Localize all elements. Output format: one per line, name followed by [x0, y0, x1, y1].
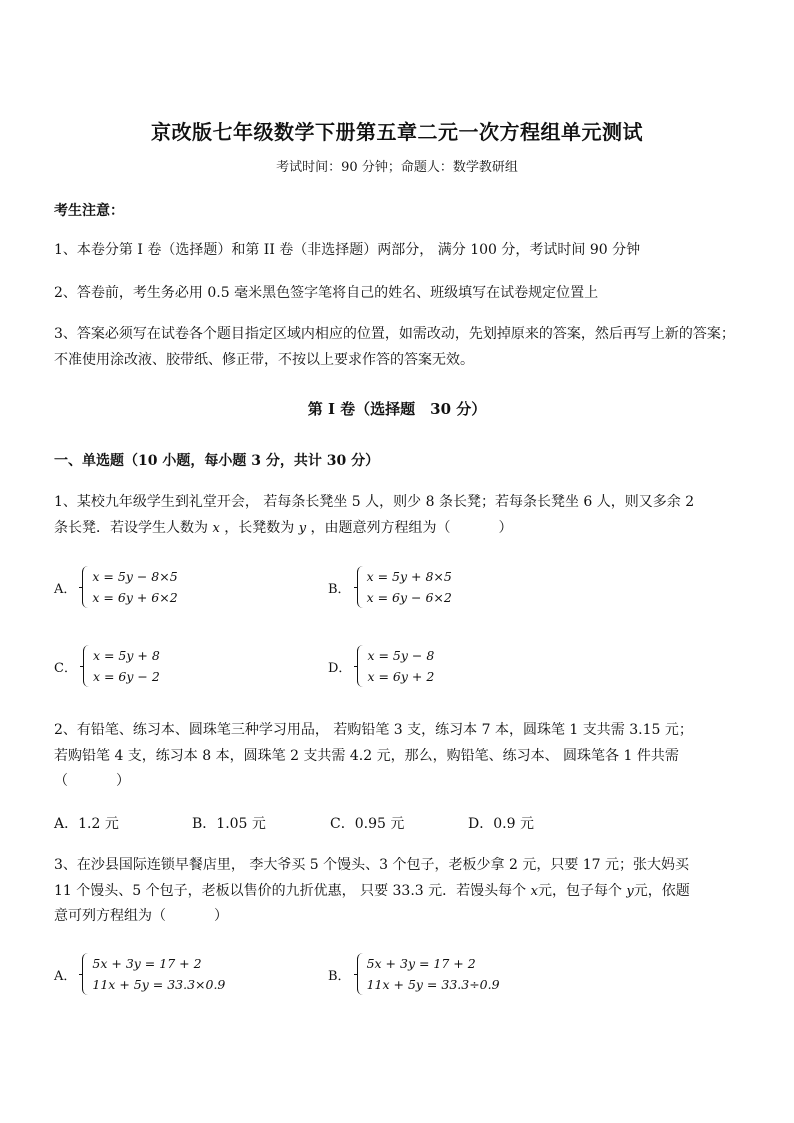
question-3-stem-line3: 意可列方程组为（ ）	[54, 908, 228, 924]
notice-item-1: 1、本卷分第 I 卷（选择题）和第 II 卷（非选择题）两部分， 满分 100 分，考试时间 90 分钟	[54, 242, 641, 258]
question-2-options	[54, 813, 606, 833]
question-1-option-c[interactable]: C． x = 5y + 8 x = 6y − 2	[54, 645, 160, 687]
equation-system: x = 5y + 8×5 x = 6y − 6×2	[357, 566, 452, 608]
notice-item-2: 2、答卷前，考生务必用 0.5 毫米黑色签字笔将自己的姓名、班级填写在试卷规定位置上	[54, 285, 599, 301]
brace-icon	[357, 645, 364, 687]
equation-system: x = 5y − 8 x = 6y + 2	[357, 645, 434, 687]
brace-icon	[357, 953, 364, 995]
question-1-option-b[interactable]: B． x = 5y + 8×5 x = 6y − 6×2	[328, 566, 452, 608]
equation-system: 5x + 3y = 17 + 2 11x + 5y = 33.3×0.9	[82, 953, 225, 995]
section-title: 第 I 卷（选择题 30 分）	[307, 400, 487, 418]
notice-item-3: 3、答案必须写在试卷各个题目指定区域内相应的位置，如需改动，先划掉原来的答案，然后再写上新的答案；不准使用涂改液、胶带纸、修正带，不按以上要求作答的答案无效。	[54, 326, 735, 368]
question-1-option-a[interactable]: A． x = 5y − 8×5 x = 6y + 6×2	[54, 566, 178, 608]
question-3-option-a[interactable]: A． 5x + 3y = 17 + 2 11x + 5y = 33.3×0.9	[54, 953, 225, 995]
brace-icon	[82, 953, 89, 995]
variable-x: x	[212, 521, 220, 536]
question-1-option-d[interactable]: D． x = 5y − 8 x = 6y + 2	[328, 645, 434, 687]
question-2-stem-line3: （ ）	[54, 773, 130, 789]
variable-x: x	[530, 884, 538, 899]
notice-heading: 考生注意：	[54, 203, 124, 219]
brace-icon	[83, 645, 90, 687]
equation-system: x = 5y − 8×5 x = 6y + 6×2	[82, 566, 177, 608]
question-2-stem-line1: 2、有铅笔、练习本、圆珠笔三种学习用品， 若购铅笔 3 支，练习本 7 本，圆珠笔 1 支共需 3.15 元；	[54, 722, 693, 738]
part-heading: 一、单选题（10 小题，每小题 3 分，共计 30 分）	[54, 453, 380, 469]
question-1-stem-line1: 1、某校九年级学生到礼堂开会， 若每条长凳坐 5 人，则少 8 条长凳；若每条长凳坐 6 人，则又多余 2	[54, 494, 695, 510]
equation-system: x = 5y + 8 x = 6y − 2	[83, 645, 160, 687]
brace-icon	[82, 566, 89, 608]
question-3-stem-line2: 11 个馒头、5 个包子，老板以售价的九折优惠， 只要 33.3 元．若馒头每个 x元，包子每个 y元，依题	[54, 883, 690, 899]
equation-system: 5x + 3y = 17 + 2 11x + 5y = 33.3÷0.9	[357, 953, 500, 995]
page-title: 京改版七年级数学下册第五章二元一次方程组单元测试	[151, 120, 643, 144]
question-2-option-d[interactable]: D．0.9 元	[468, 816, 534, 832]
question-2-option-c[interactable]: C．0.95 元	[330, 816, 405, 832]
variable-y: y	[298, 521, 307, 536]
question-2-stem-line2: 若购铅笔 4 支，练习本 8 本，圆珠笔 2 支共需 4.2 元，那么，购铅笔、练习本、 圆珠笔各 1 件共需	[54, 748, 679, 764]
question-3-stem-line1: 3、在沙县国际连锁早餐店里， 李大爷买 5 个馒头、3 个包子，老板少拿 2 元，只要 17 元；张大妈买	[54, 857, 690, 873]
variable-y: y	[626, 884, 634, 899]
question-2-option-b[interactable]: B．1.05 元	[192, 816, 266, 832]
question-1-stem-line2: 条长凳．若设学生人数为 x ，长凳数为 y ，由题意列方程组为（ ）	[54, 520, 513, 536]
question-2-option-a[interactable]: A．1.2 元	[54, 816, 119, 832]
question-3-option-b[interactable]: B． 5x + 3y = 17 + 2 11x + 5y = 33.3÷0.9	[328, 953, 500, 995]
exam-subtitle: 考试时间：90 分钟；命题人：数学教研组	[276, 160, 518, 175]
brace-icon	[357, 566, 364, 608]
